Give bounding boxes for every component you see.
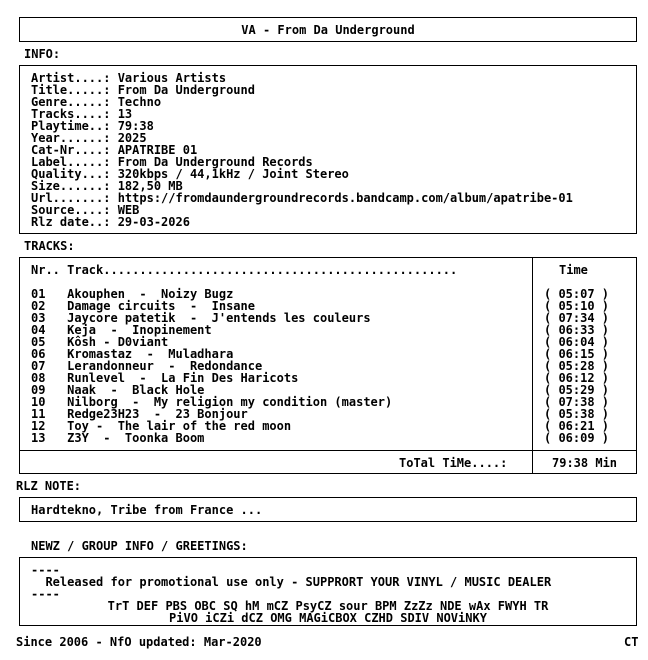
- tracks-section-label: TRACKS:: [24, 239, 75, 253]
- info-tracks: Tracks....: 13: [31, 107, 133, 121]
- track-time: ( 06:04 ): [544, 335, 610, 349]
- tracks-column-divider: [532, 258, 533, 473]
- track-row: 09 Naak - Black Hole: [31, 383, 205, 397]
- track-time: ( 06:09 ): [544, 431, 610, 445]
- tracklist: [31, 264, 457, 444]
- track-row: 10 Nilborg - My religion my condition (master): [31, 395, 393, 409]
- track-row: 12 Toy - The lair of the red moon: [31, 419, 292, 433]
- track-time: ( 06:21 ): [544, 419, 610, 433]
- info-year: Year......: 2025: [31, 131, 147, 145]
- info-size: Size......: 182,50 MB: [31, 179, 183, 193]
- track-time: ( 07:34 ): [544, 311, 610, 325]
- track-time: ( 05:28 ): [544, 359, 610, 373]
- track-row: 05 Kôsh - D0viant: [31, 335, 169, 349]
- release-title: VA - From Da Underground: [241, 23, 415, 37]
- track-row: 03 Jaycore patetik - J'entends les couleurs: [31, 311, 371, 325]
- tracks-box: [19, 257, 637, 474]
- track-row: 02 Damage circuits - Insane: [31, 299, 255, 313]
- track-row: 13 Z3Y - Toonka Boom: [31, 431, 205, 445]
- track-row: 01 Akouphen - Noizy Bugz: [31, 287, 234, 301]
- track-time: ( 07:38 ): [544, 395, 610, 409]
- footer-updated: Since 2006 - NfO updated: Mar-2020: [16, 635, 262, 649]
- info-rlz-date: Rlz date..: 29-03-2026: [31, 215, 190, 229]
- track-row: 04 Keja - Inopinement: [31, 323, 212, 337]
- track-row: 08 Runlevel - La Fin Des Haricots: [31, 371, 299, 385]
- info-cat-nr: Cat-Nr....: APATRIBE 01: [31, 143, 198, 157]
- info-section-label: INFO:: [24, 47, 61, 61]
- news-greets-2: PiVO iCZi dCZ OMG MAGiCBOX CZHD SDIV NOViNKY: [169, 611, 487, 625]
- info-label: Label.....: From Da Underground Records: [31, 155, 313, 169]
- info-title: Title.....: From Da Underground: [31, 83, 255, 97]
- footer-signature: CT: [624, 635, 639, 649]
- track-row: 07 Lerandonneur - Redondance: [31, 359, 263, 373]
- tracks-total-divider: [20, 450, 636, 451]
- track-time: ( 06:15 ): [544, 347, 610, 361]
- info-url[interactable]: Url.......: https://fromdaundergroundrecords.bandcamp.com/album/apatribe-01: [31, 191, 573, 205]
- track-times: [544, 288, 609, 444]
- info-artist: Artist....: Various Artists: [31, 71, 227, 85]
- track-row: 11 Redge23H23 - 23 Bonjour: [31, 407, 248, 421]
- info-playtime: Playtime..: 79:38: [31, 119, 154, 133]
- note-text: Hardtekno, Tribe from France ...: [31, 503, 263, 517]
- news-greets-1: TrT DEF PBS OBC SQ hM mCZ PsyCZ sour BPM ZzZz NDE wAx FWYH TR: [107, 599, 549, 613]
- track-row: 06 Kromastaz - Muladhara: [31, 347, 234, 361]
- news-dash-bottom: ----: [31, 587, 60, 601]
- track-time: ( 05:10 ): [544, 299, 610, 313]
- track-time: ( 05:07 ): [544, 287, 610, 301]
- total-time-value: 79:38 Min: [552, 456, 618, 470]
- release-title-box: [19, 17, 637, 42]
- note-section-label: RLZ NOTE:: [16, 479, 82, 493]
- track-time: ( 05:29 ): [544, 383, 610, 397]
- info-source: Source....: WEB: [31, 203, 140, 217]
- time-column-header: Time: [559, 263, 588, 277]
- news-dash-top: ----: [31, 563, 60, 577]
- news-release-line: Released for promotional use only - SUPPRORT YOUR VINYL / MUSIC DEALER: [31, 575, 552, 589]
- track-time: ( 05:38 ): [544, 407, 610, 421]
- info-genre: Genre.....: Techno: [31, 95, 162, 109]
- info-box: [19, 65, 637, 234]
- news-box: [19, 557, 637, 626]
- tracklist-header: Nr.. Track.................................................: [31, 263, 458, 277]
- track-time: ( 06:33 ): [544, 323, 610, 337]
- note-box: [19, 497, 637, 522]
- total-time-label: ToTal TiMe....:: [399, 456, 508, 470]
- news-section-label: NEWZ / GROUP INFO / GREETINGS:: [31, 539, 248, 553]
- info-quality: Quality...: 320kbps / 44,1kHz / Joint Stereo: [31, 167, 349, 181]
- track-time: ( 06:12 ): [544, 371, 610, 385]
